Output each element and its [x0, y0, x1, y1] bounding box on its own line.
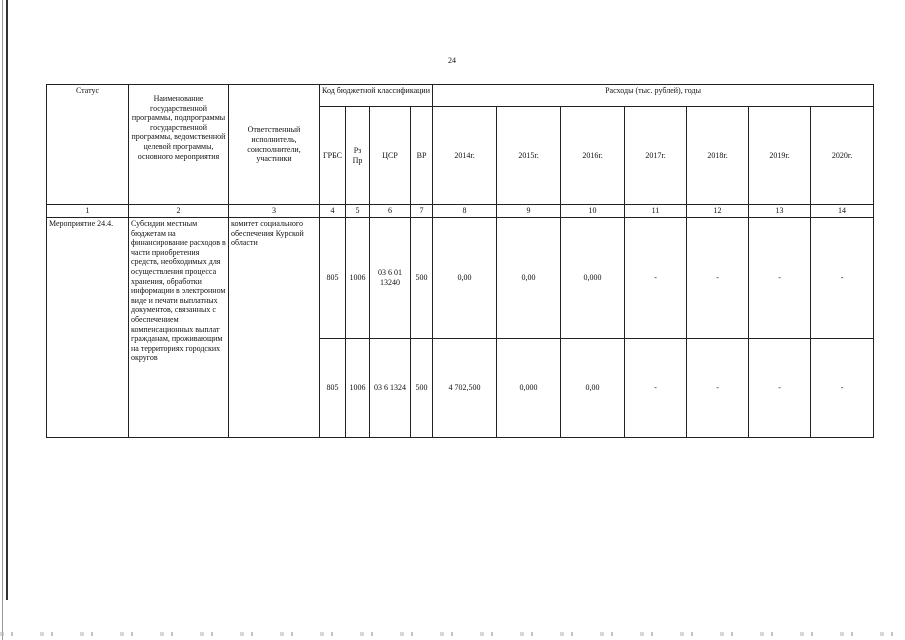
header-grbs: ГРБС — [320, 107, 346, 205]
header-year: 2019г. — [749, 107, 811, 205]
header-year: 2020г. — [811, 107, 874, 205]
cell-value: 0,000 — [561, 218, 625, 339]
cell-value: 0,000 — [497, 339, 561, 438]
cell-rzpr: 1006 — [346, 339, 370, 438]
header-responsible: Ответственный исполнитель, соисполнители, участники — [229, 85, 320, 205]
header-csr: ЦСР — [370, 107, 411, 205]
column-number: 4 — [320, 205, 346, 218]
column-number: 9 — [497, 205, 561, 218]
column-number: 5 — [346, 205, 370, 218]
column-number-row — [47, 205, 874, 218]
cell-value: - — [749, 339, 811, 438]
cell-csr: 03 6 01 13240 — [370, 218, 411, 339]
column-number: 8 — [433, 205, 497, 218]
column-number: 12 — [687, 205, 749, 218]
cell-vr: 500 — [411, 339, 433, 438]
cell-csr: 03 6 1324 — [370, 339, 411, 438]
cell-value: - — [811, 218, 874, 339]
budget-table — [46, 84, 874, 438]
header-year: 2018г. — [687, 107, 749, 205]
cell-rzpr: 1006 — [346, 218, 370, 339]
activity-responsible: комитет социального обеспечения Курской области — [229, 218, 320, 438]
column-number: 7 — [411, 205, 433, 218]
column-number: 11 — [625, 205, 687, 218]
cell-value: 0,00 — [497, 218, 561, 339]
column-number: 6 — [370, 205, 411, 218]
column-number: 14 — [811, 205, 874, 218]
header-status: Статус — [47, 85, 129, 205]
cell-value: 0,00 — [433, 218, 497, 339]
column-number: 3 — [229, 205, 320, 218]
cell-value: - — [625, 339, 687, 438]
cell-value: - — [687, 339, 749, 438]
cell-value: - — [687, 218, 749, 339]
cell-grbs: 805 — [320, 218, 346, 339]
header-expenses: Расходы (тыс. рублей), годы — [433, 85, 874, 107]
header-rzpr: Рз Пр — [346, 107, 370, 205]
column-number: 1 — [47, 205, 129, 218]
table-row — [47, 218, 874, 339]
header-name: Наименование государственной программы, подпрограммы государственной программы, ведомственной целевой программы, основного мероприятия — [129, 85, 229, 205]
header-vr: ВР — [411, 107, 433, 205]
page-number: 24 — [448, 56, 456, 65]
column-number: 13 — [749, 205, 811, 218]
header-year: 2014г. — [433, 107, 497, 205]
cell-value: 0,00 — [561, 339, 625, 438]
header-year: 2016г. — [561, 107, 625, 205]
cell-grbs: 805 — [320, 339, 346, 438]
scan-noise — [0, 632, 905, 636]
scan-edge-faint — [2, 0, 3, 640]
cell-vr: 500 — [411, 218, 433, 339]
cell-value: 4 702,500 — [433, 339, 497, 438]
header-budget-code: Код бюджетной классификации — [320, 85, 433, 107]
cell-value: - — [749, 218, 811, 339]
column-number: 10 — [561, 205, 625, 218]
activity-status: Мероприятие 24.4. — [47, 218, 129, 438]
activity-name: Субсидии местным бюджетам на финансирование расходов в части приобретения средств, необходимых для осуществления процесса хранения, обработки информации в электронном виде и печати выплатных документов, связанных с обеспечением компенсационных выплат гражданам, проживающим на территориях городских округов — [129, 218, 229, 438]
column-number: 2 — [129, 205, 229, 218]
header-year: 2015г. — [497, 107, 561, 205]
cell-value: - — [625, 218, 687, 339]
cell-value: - — [811, 339, 874, 438]
header-year: 2017г. — [625, 107, 687, 205]
scan-edge — [6, 0, 8, 600]
